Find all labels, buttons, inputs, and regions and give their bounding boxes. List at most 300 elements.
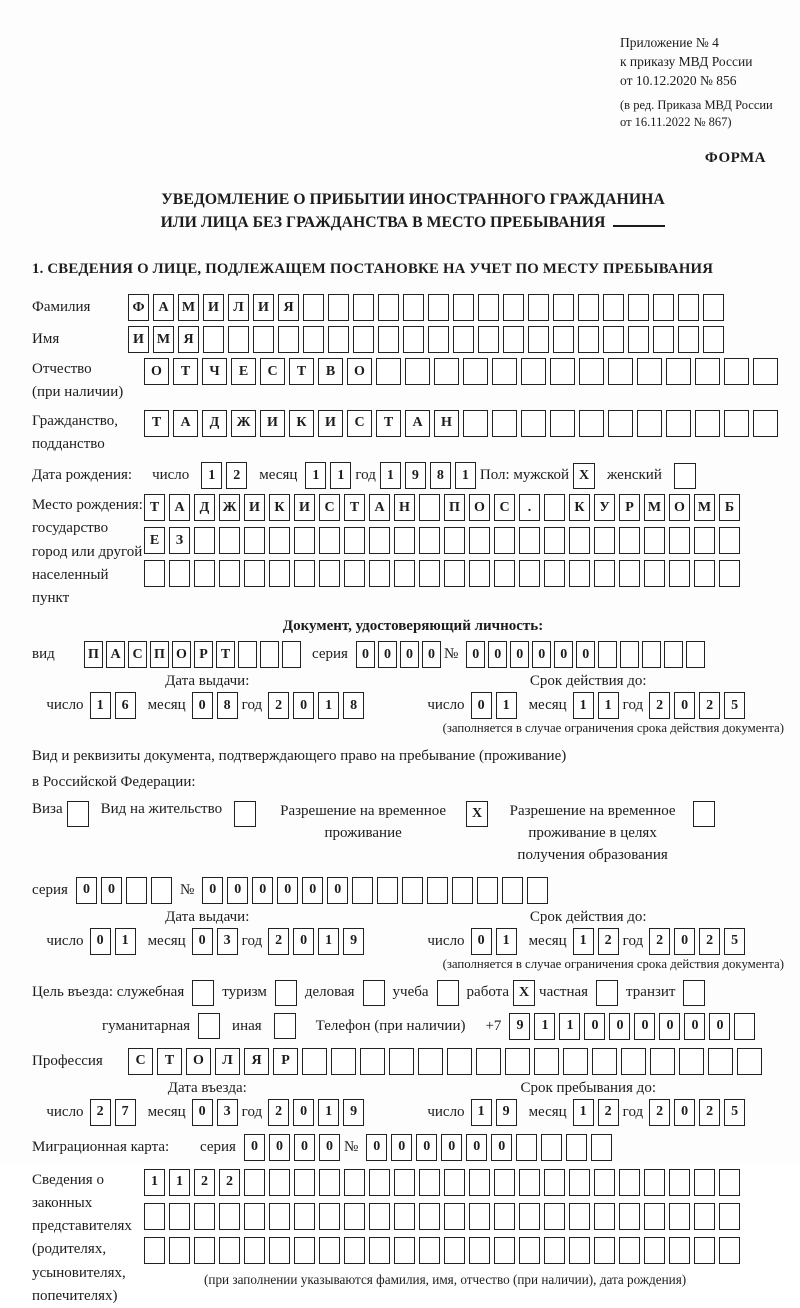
char-box[interactable] — [194, 560, 215, 587]
char-box[interactable]: 0 — [76, 877, 97, 904]
char-box[interactable] — [644, 560, 665, 587]
char-box[interactable] — [566, 1134, 587, 1161]
purpose-study-checkbox[interactable] — [437, 980, 459, 1006]
char-box[interactable]: И — [128, 326, 149, 353]
char-box[interactable]: 1 — [115, 928, 136, 955]
char-box[interactable] — [194, 527, 215, 554]
char-box[interactable]: А — [153, 294, 174, 321]
char-box[interactable]: 2 — [649, 692, 670, 719]
char-box[interactable]: 0 — [634, 1013, 655, 1040]
char-box[interactable]: В — [318, 358, 343, 385]
char-box[interactable] — [244, 1203, 265, 1230]
char-box[interactable]: 0 — [391, 1134, 412, 1161]
char-box[interactable]: 1 — [380, 462, 401, 489]
char-box[interactable]: 0 — [471, 692, 492, 719]
char-box[interactable] — [428, 294, 449, 321]
char-box[interactable]: 5 — [724, 928, 745, 955]
char-box[interactable] — [628, 326, 649, 353]
char-box[interactable]: 0 — [488, 641, 507, 668]
char-box[interactable]: Т — [157, 1048, 182, 1075]
char-box[interactable] — [403, 294, 424, 321]
char-box[interactable] — [694, 527, 715, 554]
purpose-humanitarian-checkbox[interactable] — [198, 1013, 220, 1039]
char-box[interactable]: Е — [144, 527, 165, 554]
char-box[interactable]: Е — [231, 358, 256, 385]
char-box[interactable]: Р — [273, 1048, 298, 1075]
char-box[interactable]: 0 — [293, 928, 314, 955]
char-box[interactable]: Н — [434, 410, 459, 437]
char-box[interactable]: Ж — [231, 410, 256, 437]
char-box[interactable] — [303, 294, 324, 321]
char-box[interactable] — [653, 294, 674, 321]
char-box[interactable] — [603, 326, 624, 353]
char-box[interactable]: 0 — [510, 641, 529, 668]
char-box[interactable] — [352, 877, 373, 904]
char-box[interactable]: 2 — [598, 1099, 619, 1126]
char-box[interactable]: Р — [194, 641, 213, 668]
char-box[interactable] — [594, 1169, 615, 1196]
char-box[interactable] — [369, 1237, 390, 1264]
char-box[interactable]: Л — [228, 294, 249, 321]
char-box[interactable]: 1 — [318, 1099, 339, 1126]
char-box[interactable] — [469, 1237, 490, 1264]
char-box[interactable] — [737, 1048, 762, 1075]
char-box[interactable] — [679, 1048, 704, 1075]
char-box[interactable] — [578, 326, 599, 353]
char-box[interactable]: 1 — [573, 928, 594, 955]
char-box[interactable] — [377, 877, 398, 904]
char-box[interactable]: 8 — [217, 692, 238, 719]
char-box[interactable] — [169, 1237, 190, 1264]
char-box[interactable]: Я — [244, 1048, 269, 1075]
char-box[interactable] — [203, 326, 224, 353]
char-box[interactable] — [344, 1169, 365, 1196]
char-box[interactable]: Ч — [202, 358, 227, 385]
char-box[interactable] — [719, 527, 740, 554]
char-box[interactable] — [620, 641, 639, 668]
char-box[interactable]: 9 — [405, 462, 426, 489]
char-box[interactable]: 2 — [649, 928, 670, 955]
purpose-private-checkbox[interactable] — [596, 980, 618, 1006]
char-box[interactable] — [169, 1203, 190, 1230]
char-box[interactable] — [619, 1237, 640, 1264]
char-box[interactable]: 0 — [576, 641, 595, 668]
char-box[interactable] — [527, 877, 548, 904]
char-box[interactable]: 2 — [194, 1169, 215, 1196]
char-box[interactable]: Л — [215, 1048, 240, 1075]
char-box[interactable] — [592, 1048, 617, 1075]
char-box[interactable] — [724, 410, 749, 437]
char-box[interactable] — [505, 1048, 530, 1075]
char-box[interactable] — [319, 1169, 340, 1196]
char-box[interactable] — [244, 1237, 265, 1264]
char-box[interactable]: И — [260, 410, 285, 437]
char-box[interactable]: 0 — [554, 641, 573, 668]
char-box[interactable] — [719, 1203, 740, 1230]
char-box[interactable] — [302, 1048, 327, 1075]
visa-checkbox[interactable] — [67, 801, 89, 827]
char-box[interactable]: 0 — [441, 1134, 462, 1161]
char-box[interactable]: 9 — [343, 928, 364, 955]
char-box[interactable] — [519, 560, 540, 587]
char-box[interactable] — [169, 560, 190, 587]
char-box[interactable] — [244, 1169, 265, 1196]
char-box[interactable] — [328, 326, 349, 353]
char-box[interactable] — [642, 641, 661, 668]
char-box[interactable] — [151, 877, 172, 904]
char-box[interactable]: 9 — [496, 1099, 517, 1126]
char-box[interactable]: 1 — [90, 692, 111, 719]
char-box[interactable]: О — [347, 358, 372, 385]
char-box[interactable] — [644, 1169, 665, 1196]
char-box[interactable]: Ф — [128, 294, 149, 321]
purpose-business-checkbox[interactable] — [363, 980, 385, 1006]
char-box[interactable]: 0 — [227, 877, 248, 904]
char-box[interactable] — [719, 1237, 740, 1264]
char-box[interactable] — [603, 294, 624, 321]
char-box[interactable] — [294, 560, 315, 587]
char-box[interactable]: О — [469, 494, 490, 521]
char-box[interactable] — [319, 1203, 340, 1230]
char-box[interactable] — [444, 560, 465, 587]
char-box[interactable] — [644, 1237, 665, 1264]
char-box[interactable] — [494, 1237, 515, 1264]
purpose-transit-checkbox[interactable] — [683, 980, 705, 1006]
char-box[interactable] — [419, 560, 440, 587]
char-box[interactable]: С — [128, 1048, 153, 1075]
char-box[interactable] — [469, 527, 490, 554]
char-box[interactable]: 0 — [584, 1013, 605, 1040]
char-box[interactable]: О — [144, 358, 169, 385]
char-box[interactable] — [494, 560, 515, 587]
char-box[interactable] — [394, 1237, 415, 1264]
char-box[interactable] — [724, 358, 749, 385]
char-box[interactable]: 0 — [466, 1134, 487, 1161]
char-box[interactable] — [637, 410, 662, 437]
char-box[interactable]: 1 — [169, 1169, 190, 1196]
char-box[interactable] — [419, 1237, 440, 1264]
char-box[interactable]: К — [569, 494, 590, 521]
char-box[interactable] — [418, 1048, 443, 1075]
char-box[interactable]: 2 — [226, 462, 247, 489]
char-box[interactable] — [619, 560, 640, 587]
char-box[interactable]: 0 — [192, 692, 213, 719]
char-box[interactable]: 8 — [430, 462, 451, 489]
char-box[interactable] — [394, 1169, 415, 1196]
char-box[interactable]: 1 — [330, 462, 351, 489]
char-box[interactable]: 1 — [318, 692, 339, 719]
char-box[interactable] — [269, 560, 290, 587]
char-box[interactable]: 0 — [491, 1134, 512, 1161]
char-box[interactable] — [369, 1169, 390, 1196]
char-box[interactable]: 1 — [496, 692, 517, 719]
char-box[interactable]: А — [169, 494, 190, 521]
char-box[interactable] — [353, 326, 374, 353]
char-box[interactable] — [579, 358, 604, 385]
char-box[interactable]: 0 — [366, 1134, 387, 1161]
char-box[interactable] — [428, 326, 449, 353]
char-box[interactable] — [594, 1203, 615, 1230]
char-box[interactable] — [569, 560, 590, 587]
char-box[interactable]: С — [494, 494, 515, 521]
char-box[interactable]: 0 — [244, 1134, 265, 1161]
char-box[interactable]: К — [289, 410, 314, 437]
char-box[interactable] — [708, 1048, 733, 1075]
char-box[interactable] — [669, 560, 690, 587]
char-box[interactable]: М — [178, 294, 199, 321]
char-box[interactable]: 2 — [90, 1099, 111, 1126]
char-box[interactable] — [534, 1048, 559, 1075]
char-box[interactable] — [269, 1203, 290, 1230]
char-box[interactable] — [719, 1169, 740, 1196]
char-box[interactable]: П — [150, 641, 169, 668]
char-box[interactable] — [503, 326, 524, 353]
char-box[interactable]: 0 — [674, 1099, 695, 1126]
purpose-other-checkbox[interactable] — [274, 1013, 296, 1039]
char-box[interactable]: 0 — [471, 928, 492, 955]
char-box[interactable] — [492, 410, 517, 437]
char-box[interactable] — [753, 410, 778, 437]
char-box[interactable] — [669, 1169, 690, 1196]
char-box[interactable] — [269, 527, 290, 554]
char-box[interactable]: 6 — [115, 692, 136, 719]
char-box[interactable]: 2 — [699, 1099, 720, 1126]
char-box[interactable] — [219, 1203, 240, 1230]
char-box[interactable]: С — [260, 358, 285, 385]
char-box[interactable] — [619, 1203, 640, 1230]
char-box[interactable]: Т — [289, 358, 314, 385]
char-box[interactable]: . — [519, 494, 540, 521]
char-box[interactable] — [528, 326, 549, 353]
char-box[interactable]: 2 — [699, 692, 720, 719]
char-box[interactable] — [544, 1237, 565, 1264]
char-box[interactable]: 5 — [724, 1099, 745, 1126]
char-box[interactable] — [678, 294, 699, 321]
char-box[interactable]: 2 — [699, 928, 720, 955]
char-box[interactable] — [608, 410, 633, 437]
sex-female-checkbox[interactable] — [674, 463, 696, 489]
char-box[interactable]: С — [319, 494, 340, 521]
char-box[interactable]: 0 — [192, 1099, 213, 1126]
char-box[interactable]: Ж — [219, 494, 240, 521]
char-box[interactable]: Я — [178, 326, 199, 353]
char-box[interactable] — [344, 1203, 365, 1230]
char-box[interactable]: 1 — [496, 928, 517, 955]
char-box[interactable]: 2 — [268, 692, 289, 719]
char-box[interactable] — [494, 1203, 515, 1230]
char-box[interactable] — [427, 877, 448, 904]
char-box[interactable] — [328, 294, 349, 321]
char-box[interactable] — [550, 358, 575, 385]
char-box[interactable] — [219, 527, 240, 554]
char-box[interactable]: 0 — [356, 641, 375, 668]
char-box[interactable] — [608, 358, 633, 385]
purpose-tourism-checkbox[interactable] — [275, 980, 297, 1006]
char-box[interactable] — [469, 560, 490, 587]
char-box[interactable]: 0 — [101, 877, 122, 904]
char-box[interactable] — [502, 877, 523, 904]
char-box[interactable] — [644, 1203, 665, 1230]
char-box[interactable] — [463, 358, 488, 385]
sex-male-checkbox[interactable]: X — [573, 463, 595, 489]
char-box[interactable] — [452, 877, 473, 904]
char-box[interactable] — [344, 527, 365, 554]
char-box[interactable] — [753, 358, 778, 385]
char-box[interactable]: 0 — [327, 877, 348, 904]
char-box[interactable] — [644, 527, 665, 554]
char-box[interactable] — [695, 410, 720, 437]
char-box[interactable] — [238, 641, 257, 668]
char-box[interactable] — [447, 1048, 472, 1075]
char-box[interactable]: 0 — [252, 877, 273, 904]
char-box[interactable]: Т — [216, 641, 235, 668]
char-box[interactable]: 0 — [532, 641, 551, 668]
char-box[interactable] — [521, 410, 546, 437]
char-box[interactable] — [419, 1169, 440, 1196]
char-box[interactable] — [253, 326, 274, 353]
char-box[interactable]: С — [347, 410, 372, 437]
char-box[interactable] — [703, 326, 724, 353]
char-box[interactable] — [519, 1237, 540, 1264]
char-box[interactable] — [144, 1237, 165, 1264]
char-box[interactable] — [260, 641, 279, 668]
char-box[interactable]: О — [669, 494, 690, 521]
char-box[interactable]: 1 — [534, 1013, 555, 1040]
char-box[interactable] — [419, 494, 440, 521]
char-box[interactable] — [369, 527, 390, 554]
char-box[interactable] — [686, 641, 705, 668]
char-box[interactable] — [650, 1048, 675, 1075]
char-box[interactable] — [694, 1203, 715, 1230]
char-box[interactable] — [319, 527, 340, 554]
char-box[interactable]: 1 — [144, 1169, 165, 1196]
char-box[interactable] — [528, 294, 549, 321]
char-box[interactable] — [494, 527, 515, 554]
char-box[interactable] — [703, 294, 724, 321]
char-box[interactable] — [477, 877, 498, 904]
char-box[interactable] — [492, 358, 517, 385]
char-box[interactable] — [376, 358, 401, 385]
char-box[interactable] — [544, 560, 565, 587]
char-box[interactable] — [244, 560, 265, 587]
char-box[interactable] — [444, 1237, 465, 1264]
char-box[interactable] — [360, 1048, 385, 1075]
char-box[interactable]: 9 — [343, 1099, 364, 1126]
char-box[interactable] — [519, 1169, 540, 1196]
char-box[interactable] — [394, 560, 415, 587]
char-box[interactable] — [126, 877, 147, 904]
char-box[interactable] — [419, 527, 440, 554]
char-box[interactable] — [369, 560, 390, 587]
char-box[interactable]: 2 — [268, 1099, 289, 1126]
char-box[interactable] — [353, 294, 374, 321]
char-box[interactable] — [453, 326, 474, 353]
char-box[interactable]: 0 — [378, 641, 397, 668]
char-box[interactable] — [621, 1048, 646, 1075]
char-box[interactable] — [669, 1203, 690, 1230]
temp-residence-checkbox[interactable]: X — [466, 801, 488, 827]
char-box[interactable]: 1 — [471, 1099, 492, 1126]
char-box[interactable] — [519, 527, 540, 554]
char-box[interactable]: 2 — [598, 928, 619, 955]
char-box[interactable]: М — [644, 494, 665, 521]
char-box[interactable] — [544, 494, 565, 521]
char-box[interactable]: 0 — [302, 877, 323, 904]
char-box[interactable] — [294, 1203, 315, 1230]
char-box[interactable] — [344, 1237, 365, 1264]
char-box[interactable] — [219, 560, 240, 587]
char-box[interactable]: Я — [278, 294, 299, 321]
char-box[interactable]: 9 — [509, 1013, 530, 1040]
char-box[interactable] — [294, 527, 315, 554]
char-box[interactable] — [144, 560, 165, 587]
char-box[interactable] — [469, 1203, 490, 1230]
char-box[interactable]: М — [694, 494, 715, 521]
char-box[interactable]: Т — [376, 410, 401, 437]
char-box[interactable]: 8 — [343, 692, 364, 719]
char-box[interactable]: Т — [173, 358, 198, 385]
char-box[interactable] — [541, 1134, 562, 1161]
char-box[interactable]: Д — [202, 410, 227, 437]
char-box[interactable]: 5 — [724, 692, 745, 719]
char-box[interactable]: П — [444, 494, 465, 521]
char-box[interactable]: Д — [194, 494, 215, 521]
char-box[interactable] — [378, 326, 399, 353]
char-box[interactable]: 0 — [400, 641, 419, 668]
char-box[interactable]: Т — [344, 494, 365, 521]
char-box[interactable] — [444, 527, 465, 554]
char-box[interactable]: 0 — [293, 692, 314, 719]
char-box[interactable] — [734, 1013, 755, 1040]
char-box[interactable] — [516, 1134, 537, 1161]
char-box[interactable] — [319, 560, 340, 587]
char-box[interactable] — [719, 560, 740, 587]
char-box[interactable] — [478, 294, 499, 321]
char-box[interactable]: Т — [144, 410, 169, 437]
char-box[interactable] — [394, 527, 415, 554]
char-box[interactable] — [628, 294, 649, 321]
char-box[interactable]: И — [294, 494, 315, 521]
char-box[interactable] — [278, 326, 299, 353]
char-box[interactable]: 0 — [659, 1013, 680, 1040]
char-box[interactable] — [269, 1237, 290, 1264]
char-box[interactable] — [303, 326, 324, 353]
char-box[interactable] — [563, 1048, 588, 1075]
char-box[interactable]: 3 — [217, 1099, 238, 1126]
char-box[interactable]: И — [244, 494, 265, 521]
char-box[interactable] — [463, 410, 488, 437]
char-box[interactable]: 2 — [219, 1169, 240, 1196]
char-box[interactable] — [219, 1237, 240, 1264]
char-box[interactable] — [694, 1237, 715, 1264]
char-box[interactable]: 0 — [90, 928, 111, 955]
char-box[interactable]: 1 — [573, 692, 594, 719]
char-box[interactable] — [282, 641, 301, 668]
char-box[interactable] — [434, 358, 459, 385]
char-box[interactable]: 0 — [277, 877, 298, 904]
char-box[interactable]: А — [405, 410, 430, 437]
char-box[interactable]: О — [172, 641, 191, 668]
char-box[interactable] — [403, 326, 424, 353]
temp-residence-edu-checkbox[interactable] — [693, 801, 715, 827]
char-box[interactable]: 2 — [649, 1099, 670, 1126]
char-box[interactable]: 0 — [684, 1013, 705, 1040]
char-box[interactable] — [544, 1169, 565, 1196]
char-box[interactable]: 0 — [192, 928, 213, 955]
char-box[interactable] — [244, 527, 265, 554]
char-box[interactable]: 0 — [293, 1099, 314, 1126]
char-box[interactable] — [669, 1237, 690, 1264]
